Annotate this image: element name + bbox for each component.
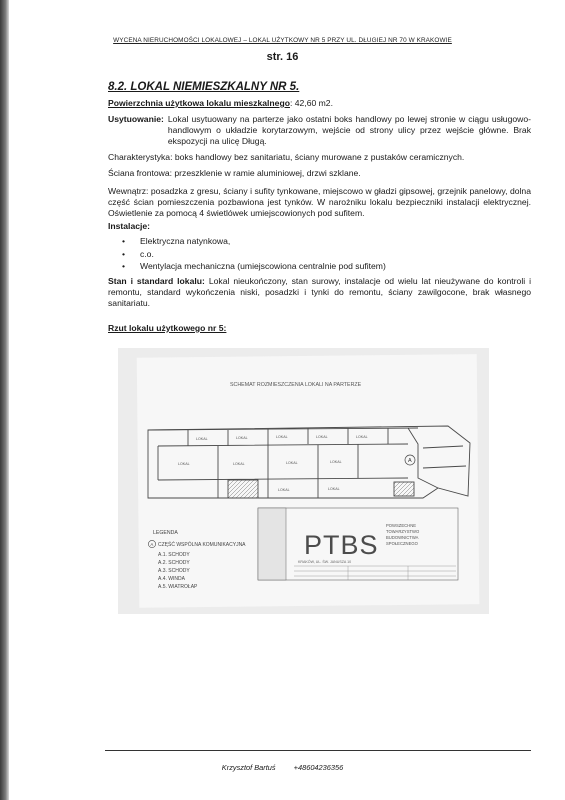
list-item: • Wentylacja mechaniczna (umiejscowiona centralnie pod sufitem) (108, 260, 386, 273)
front-wall-text: Ściana frontowa: przeszklenie w ramie aluminiowej, drzwi szklane. (108, 168, 361, 178)
scan-edge (0, 0, 9, 800)
legend-marker: A (150, 542, 154, 547)
legend-item: A.3. SCHODY (158, 568, 190, 574)
running-header: WYCENA NIERUCHOMOŚCI LOKALOWEJ – LOKAL UŻYTKOWY NR 5 PRZY UL. DŁUGIEJ NR 70 W KRAKOWIE (113, 37, 452, 44)
svg-text:LOKAL: LOKAL (236, 436, 248, 440)
condition-label: Stan i standard lokalu: (108, 276, 205, 286)
svg-text:LOKAL: LOKAL (328, 487, 340, 491)
legend-item: A.1. SCHODY (158, 552, 190, 558)
company-line: POWSZECHNE (386, 523, 417, 528)
company-line: SPOŁECZNEGO (386, 541, 418, 546)
footer (0, 763, 565, 772)
footer-rule (105, 750, 531, 751)
area-label: Powierzchnia użytkowa lokalu mieszkalnego (108, 98, 290, 108)
installations-list (108, 235, 386, 273)
footer-author: Krzysztof Bartuś (221, 763, 276, 772)
footer-phone: +48604236356 (293, 763, 344, 772)
ptbs-logo: PTBS (304, 530, 379, 560)
legend-common-area: CZĘŚĆ WSPÓLNA KOMUNIKACYJNA (158, 542, 246, 548)
svg-text:LOKAL: LOKAL (316, 435, 328, 439)
area-value: : 42,60 m2. (289, 98, 333, 108)
svg-text:LOKAL: LOKAL (196, 437, 208, 441)
svg-text:LOKAL: LOKAL (276, 435, 288, 439)
section-title: 8.2. LOKAL NIEMIESZKALNY NR 5. (108, 81, 300, 93)
list-item: • c.o. (108, 248, 386, 261)
svg-text:LOKAL: LOKAL (286, 461, 298, 465)
location-label: Usytuowanie: (108, 114, 164, 124)
page-number: str. 16 (266, 51, 299, 63)
plan-heading: Rzut lokalu użytkowego nr 5: (108, 323, 227, 333)
svg-text:LOKAL: LOKAL (278, 488, 290, 492)
company-line: BUDOWNICTWA (386, 535, 419, 540)
drawing-title: SCHEMAT ROZMIESZCZENIA LOKALI NA PARTERZE (230, 382, 362, 388)
legend-title: LEGENDA (153, 530, 178, 536)
svg-text:LOKAL: LOKAL (330, 460, 342, 464)
location-text: Lokal usytuowany na parterze jako ostatni boks handlowy po lewej stronie w ciągu usługowo-handlowym o układzie korytarzowym, wejście od strony ulicy przez wejście główne. Brak ekspozycji na ulicę Długą. (167, 114, 531, 147)
company-line: TOWARZYSTWO (386, 529, 420, 534)
svg-text:LOKAL: LOKAL (178, 462, 190, 466)
legend-item: A.2. SCHODY (158, 560, 190, 566)
svg-text:LOKAL: LOKAL (356, 435, 368, 439)
legend-item: A.4. WINDA (158, 576, 185, 582)
interior-text: Wewnątrz: posadzka z gresu, ściany i sufity tynkowane, miejscowo w gładzi gipsowej, grzejnik panelowy, dolna część ścian pomieszczenia pozbawiona jest tynków. W narożniku lokalu bezpieczniki instalacji elektrycznej. Oświetlenie za pomocą 4 świetlówek umiejscowionych pod sufitem. (108, 186, 531, 219)
floor-plan-photo (118, 348, 489, 614)
svg-text:LOKAL: LOKAL (233, 462, 245, 466)
marker-letter: A (408, 458, 412, 465)
condition-paragraph (108, 276, 531, 310)
list-item: • Elektryczna natynkowa, (108, 235, 386, 248)
area-line (108, 98, 531, 109)
installations-label: Instalacje: (108, 221, 151, 231)
location-paragraph (108, 114, 531, 148)
legend-item: A.5. WIATROŁAP (158, 584, 198, 590)
condition-text: Lokal nieukończony, stan surowy, instalacje od wielu lat nieużywane do kontroli i remontu, standard wykończenia niski, posadzki i tynki do remontu, ściany zawilgocone, brak własnego sanitariatu. (108, 276, 532, 309)
company-address: KRAKÓW, UL. ŚW. JANUSZA 10 (298, 560, 352, 564)
characteristics-text: Charakterystyka: boks handlowy bez sanitariatu, ściany murowane z pustaków ceramicznych. (108, 152, 465, 162)
